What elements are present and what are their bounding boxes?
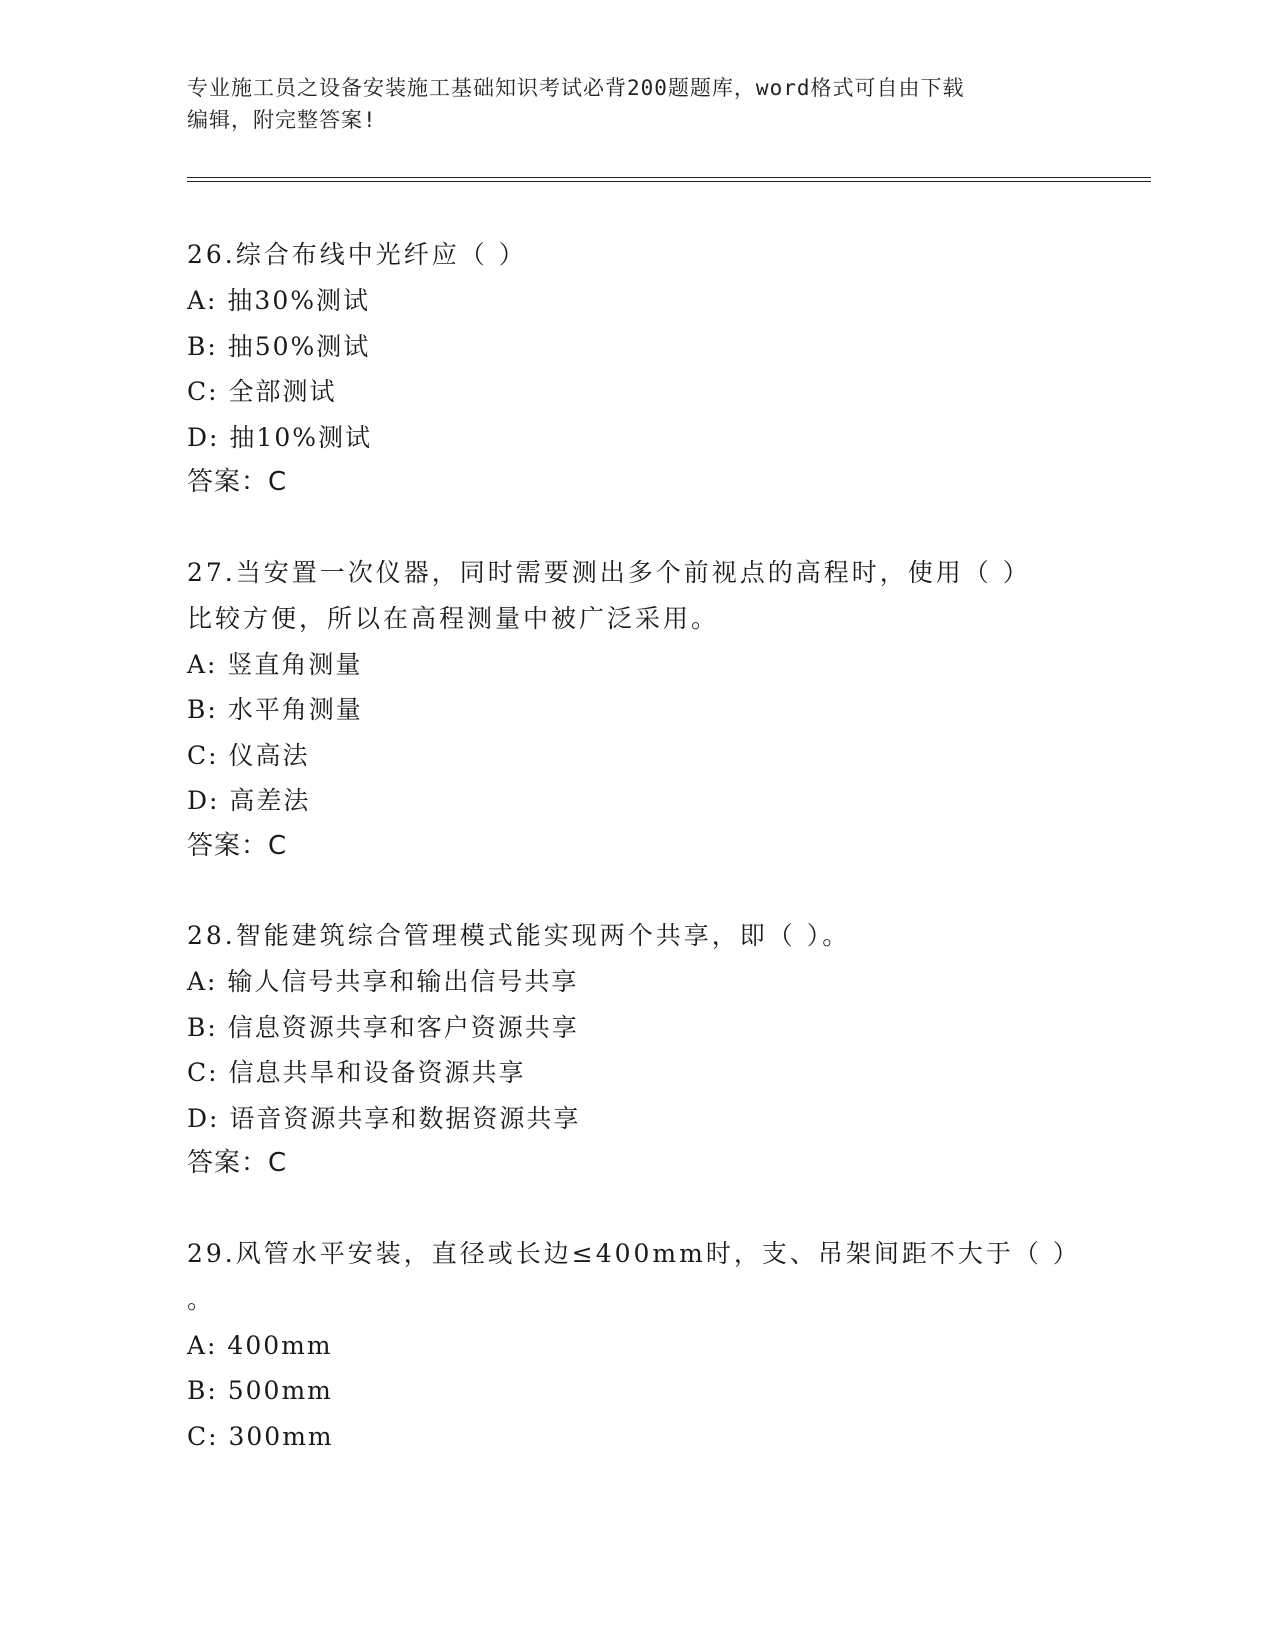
question-stem: 29.风管水平安装，直径或长边≤400mm时，支、吊架间距不大于（ ） xyxy=(187,1238,1081,1268)
question-stem: 27.当安置一次仪器，同时需要测出多个前视点的高程时，使用（ ） xyxy=(187,557,1031,587)
option-a: A: 400mm xyxy=(187,1330,333,1360)
question-28 xyxy=(187,913,1087,1187)
option-a: A: 抽30%测试 xyxy=(187,286,370,315)
header-divider xyxy=(187,177,1151,182)
option-b: B: 抽50%测试 xyxy=(187,331,371,361)
header-line-1: 专业施工员之设备安装施工基础知识考试必背200题题库，word格式可自由下载 xyxy=(187,76,965,100)
option-b: B: 信息资源共享和客户资源共享 xyxy=(187,1012,579,1042)
question-list xyxy=(187,232,1087,1503)
option-c: C: 300mm xyxy=(187,1421,334,1451)
option-b: B: 500mm xyxy=(187,1376,333,1405)
option-d: D: 高差法 xyxy=(187,786,311,815)
option-c: C: 仪高法 xyxy=(187,740,310,770)
question-27 xyxy=(187,550,1087,870)
answer-line: 答案：C xyxy=(187,830,288,861)
answer-line: 答案：C xyxy=(187,467,288,497)
question-stem-continued: 比较方便，所以在高程测量中被广泛采用。 xyxy=(187,603,720,633)
question-26 xyxy=(187,232,1087,506)
question-stem: 26.综合布线中光纤应（ ） xyxy=(187,240,527,269)
document-header xyxy=(187,72,1067,136)
option-c: C: 全部测试 xyxy=(187,377,337,406)
option-c: C: 信息共旱和设备资源共享 xyxy=(187,1058,526,1087)
option-a: A: 输人信号共享和输出信号共享 xyxy=(187,967,579,996)
option-d: D: 语音资源共享和数据资源共享 xyxy=(187,1103,581,1133)
option-d: D: 抽10%测试 xyxy=(187,422,372,452)
question-29 xyxy=(187,1231,1087,1460)
header-line-2: 编辑，附完整答案! xyxy=(187,108,377,132)
question-stem: 28.智能建筑综合管理模式能实现两个共享，即（ ）。 xyxy=(187,921,851,950)
option-a: A: 竖直角测量 xyxy=(187,649,363,679)
question-stem-continued: 。 xyxy=(187,1284,216,1314)
option-b: B: 水平角测量 xyxy=(187,695,363,724)
answer-line: 答案：C xyxy=(187,1148,288,1178)
